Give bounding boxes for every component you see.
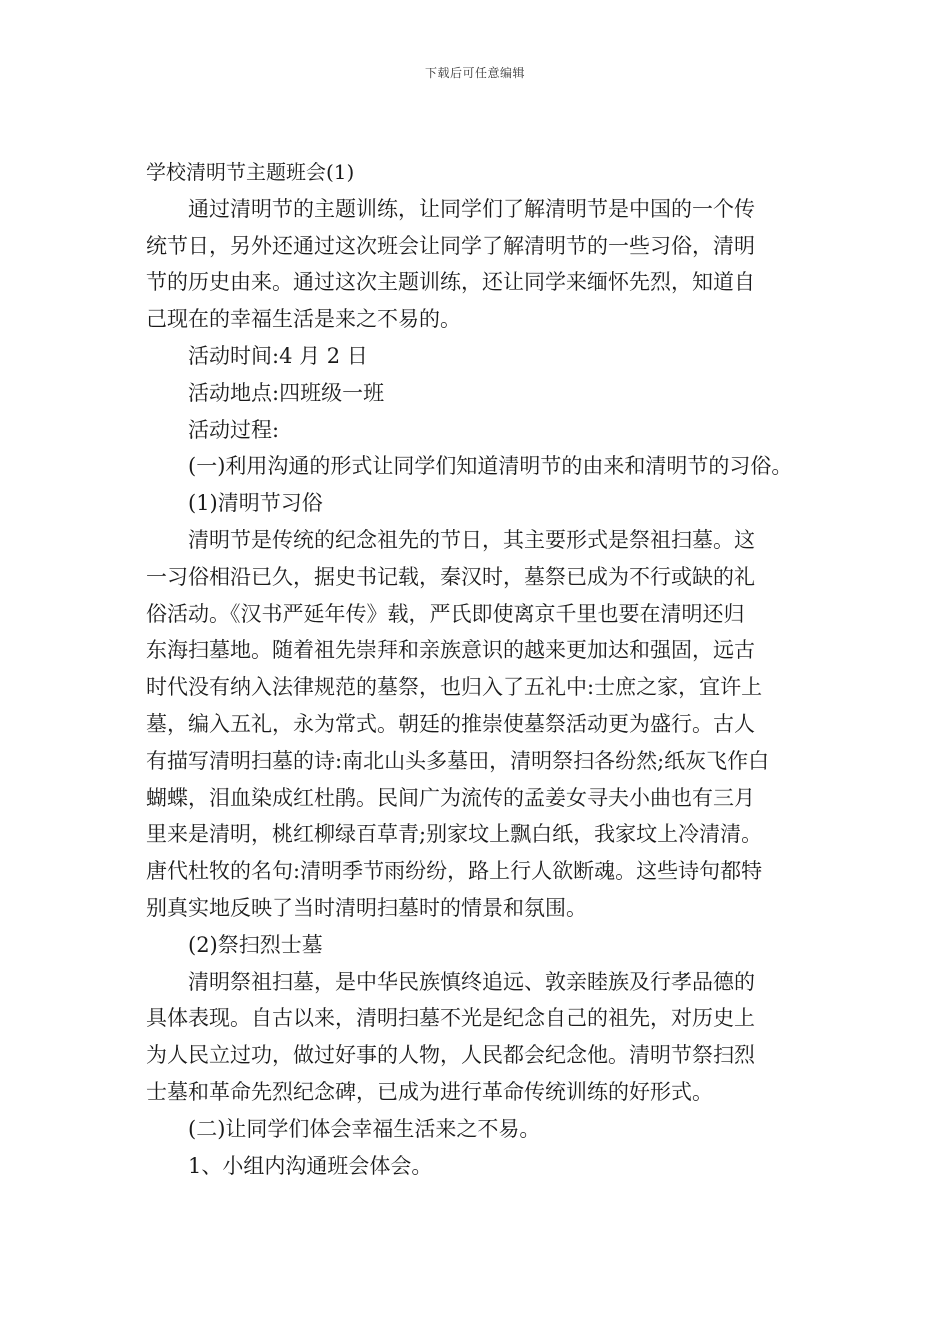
text-line: 时代没有纳入法律规范的墓祭，也归入了五礼中:士庶之家，宜许上 [146, 675, 763, 700]
text-line: (1)清明节习俗 [188, 491, 323, 516]
text-line: 清明祭祖扫墓，是中华民族慎终追远、敦亲睦族及行孝品德的 [188, 969, 755, 994]
text-line: 清明节是传统的纪念祖先的节日，其主要形式是祭祖扫墓。这 [188, 527, 755, 552]
document-paragraphs [146, 191, 818, 1185]
text-line: 通过清明节的主题训练，让同学们了解清明节是中国的一个传 [188, 196, 755, 221]
text-line: 俗活动。《汉书严延年传》载，严氏即使离京千里也要在清明还归 [146, 601, 745, 626]
text-line: 一习俗相沿已久，据史书记载，秦汉时，墓祭已成为不行或缺的礼 [146, 564, 755, 589]
page-header-note: 下载后可任意编辑 [424, 66, 525, 80]
text-line: 东海扫墓地。随着祖先崇拜和亲族意识的越来更加达和强固，远古 [146, 638, 755, 663]
text-line: 唐代杜牧的名句:清明季节雨纷纷，路上行人欲断魂。这些诗句都特 [146, 859, 763, 884]
text-line: (一)利用沟通的形式让同学们知道清明节的由来和清明节的习俗。 [188, 454, 793, 479]
text-line: 别真实地反映了当时清明扫墓时的情景和氛围。 [146, 895, 587, 920]
text-line: 活动时间:4 月 2 日 [188, 343, 368, 368]
text-line: 为人民立过功，做过好事的人物，人民都会纪念他。清明节祭扫烈 [146, 1043, 755, 1068]
document-title: 学校清明节主题班会(1) [146, 160, 355, 184]
text-line: 活动地点:四班级一班 [188, 380, 385, 405]
text-line: 1、小组内沟通班会体会。 [188, 1153, 433, 1178]
text-line: 有描写清明扫墓的诗:南北山头多墓田，清明祭扫各纷然;纸灰飞作白 [146, 748, 770, 773]
text-line: 活动过程: [188, 417, 280, 442]
text-line: 士墓和革命先烈纪念碑，已成为进行革命传统训练的好形式。 [146, 1079, 713, 1104]
text-line: 里来是清明，桃红柳绿百草青;别家坟上飘白纸，我家坟上冷清清。 [146, 822, 763, 847]
text-line: 墓，编入五礼，永为常式。朝廷的推崇使墓祭活动更为盛行。古人 [146, 711, 755, 736]
text-line: (2)祭扫烈士墓 [188, 932, 323, 957]
text-line: 节的历史由来。通过这次主题训练，还让同学来缅怀先烈，知道自 [146, 270, 755, 295]
text-line: (二)让同学们体会幸福生活来之不易。 [188, 1116, 541, 1141]
text-line: 蝴蝶，泪血染成红杜鹃。民间广为流传的孟姜女寻夫小曲也有三月 [146, 785, 755, 810]
document-body [146, 154, 818, 1184]
text-line: 己现在的幸福生活是来之不易的。 [146, 307, 461, 332]
text-line: 统节日，另外还通过这次班会让同学了解清明节的一些习俗，清明 [146, 233, 755, 258]
text-line: 具体表现。自古以来，清明扫墓不光是纪念自己的祖先，对历史上 [146, 1006, 755, 1031]
